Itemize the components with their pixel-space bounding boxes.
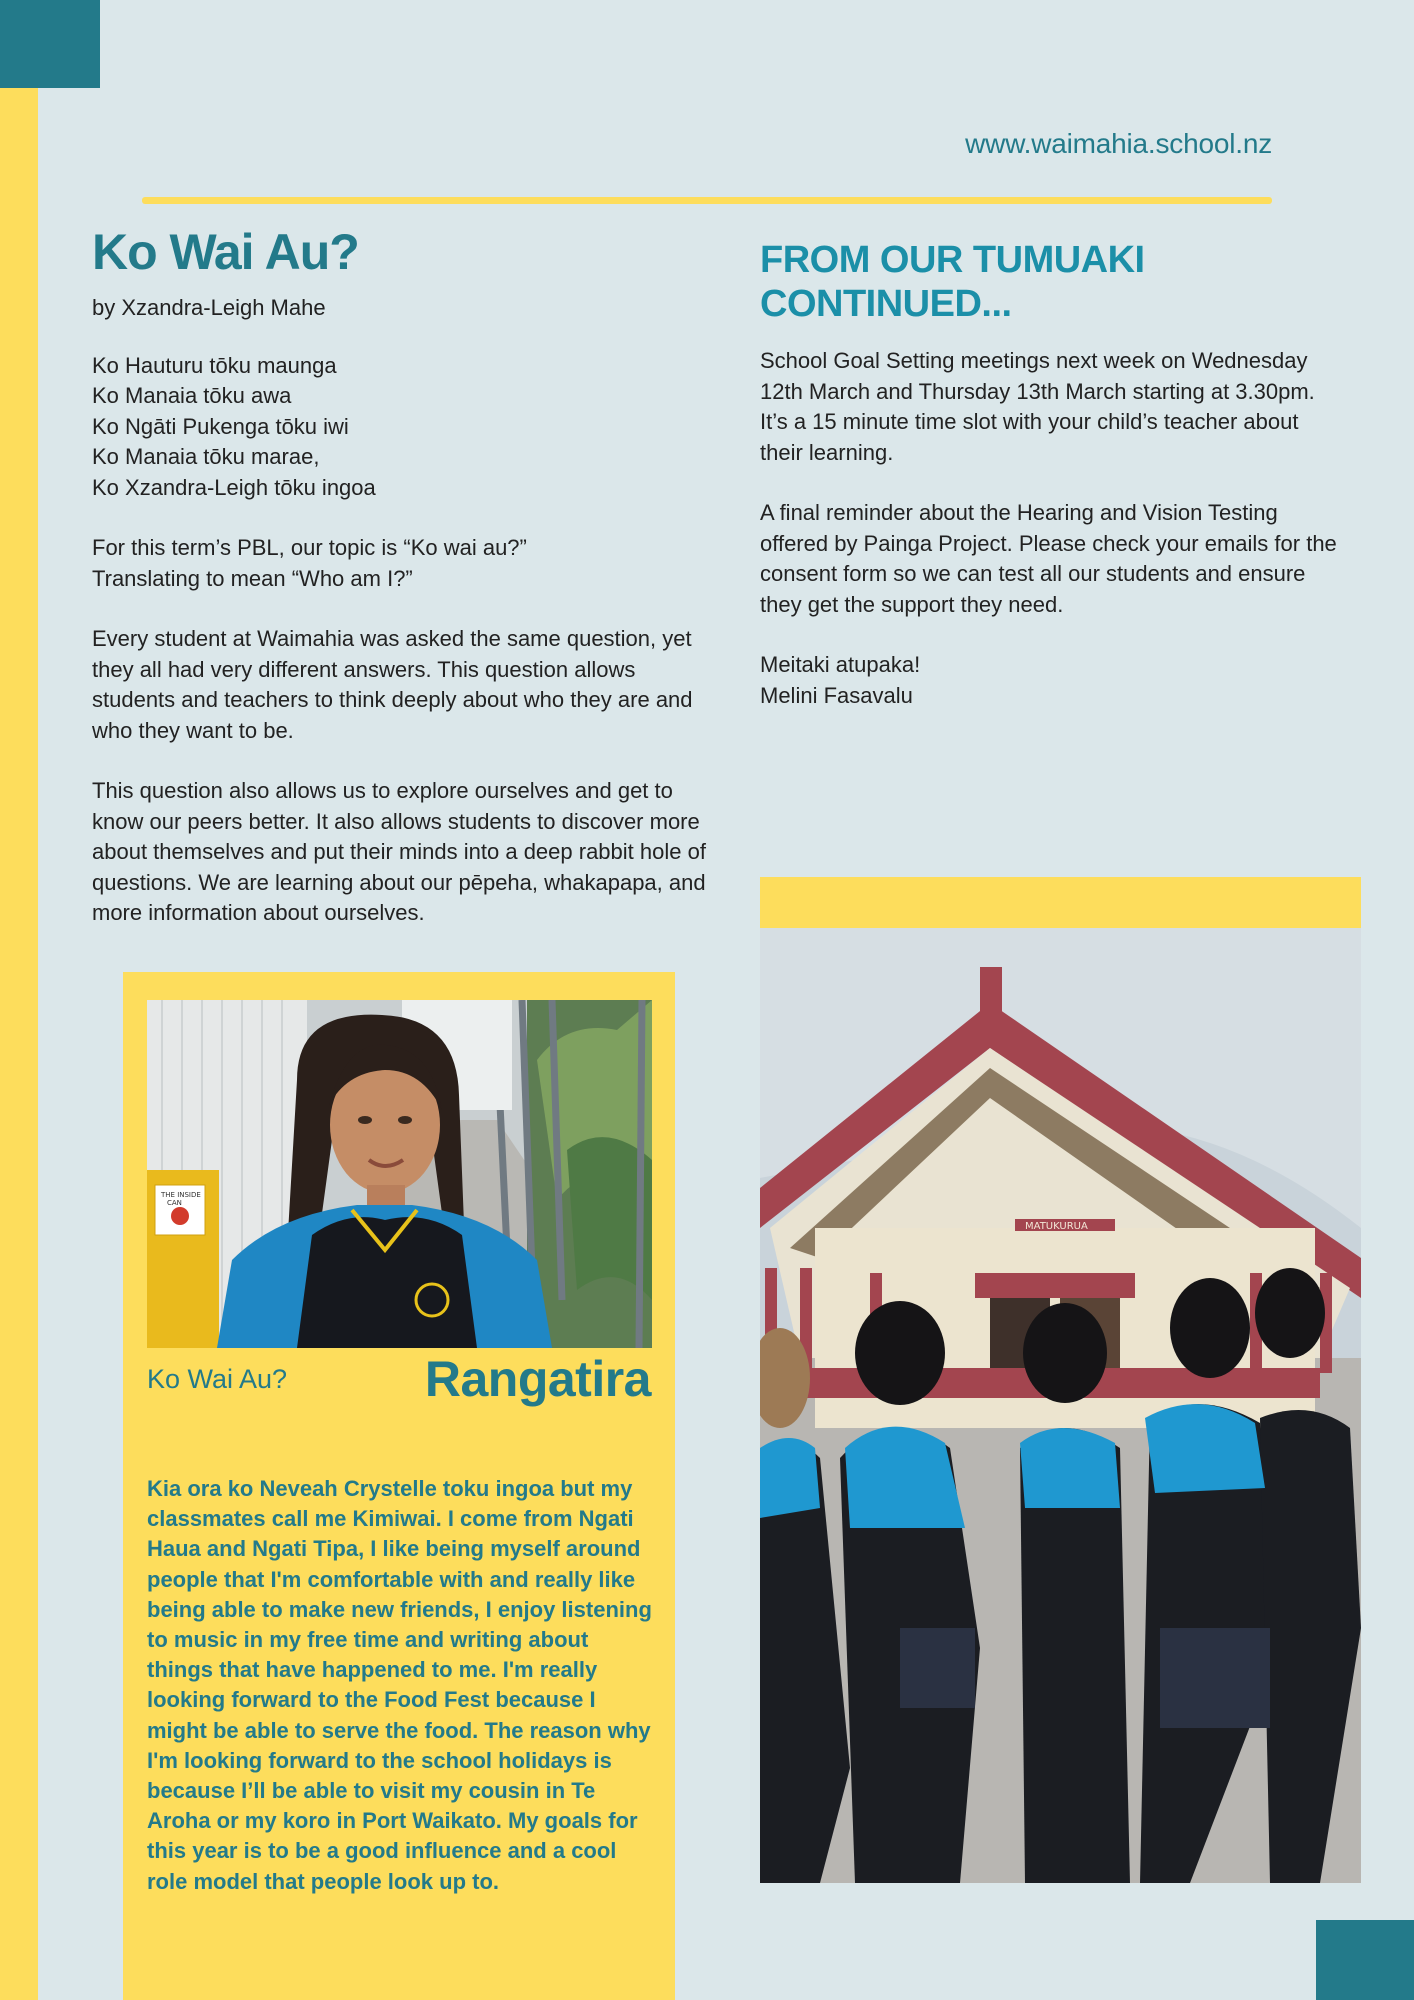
photo-top-band: [760, 877, 1361, 929]
pepeha-line: Ko Manaia tōku awa: [92, 383, 292, 408]
pepeha-block: [92, 351, 712, 504]
card-name-heading: Rangatira: [424, 1351, 651, 1407]
marae-group-photo: [760, 928, 1361, 1883]
marae-illustration: [760, 928, 1361, 1883]
tumuaki-title-line: CONTINUED...: [760, 283, 1012, 325]
marae-sign-text: MATUKURUA: [1025, 1221, 1088, 1232]
article-paragraph: This question also allows us to explore ourselves and get to know our peers better. It also allows students to discover more about themselves and put their minds into a deep rabbit hole of questions. We are learning about our pēpeha, whakapapa, and more information about ourselves.: [92, 778, 706, 925]
tumuaki-paragraph: A final reminder about the Hearing and Vision Testing offered by Painga Project. Please check your emails for the consent form so we can test all our students and ensure they get the support they need.: [760, 500, 1337, 617]
left-yellow-stripe: [0, 88, 38, 2000]
pepeha-line: Ko Hauturu tōku maunga: [92, 352, 337, 378]
student-portrait-photo: [147, 1000, 652, 1348]
pepeha-line: Ko Xzandra-Leigh tōku ingoa: [92, 474, 376, 500]
article-paragraph: Every student at Waimahia was asked the same question, yet they all had very different answers. This question allows students and teachers to think deeply about who they are and who they want to be.: [92, 626, 693, 743]
article-paragraph: For this term’s PBL, our topic is “Ko wai au?”: [92, 535, 527, 560]
article-title: Ko Wai Au?: [92, 224, 359, 280]
tumuaki-paragraph: School Goal Setting meetings next week on Wednesday 12th March and Thursday 13th March starting at 3.30pm. It’s a 15 minute time slot with your child’s teacher about their learning.: [760, 348, 1315, 465]
svg-text:CAN: CAN: [167, 1199, 182, 1207]
tumuaki-title: [760, 238, 1340, 326]
tumuaki-section: [760, 238, 1340, 711]
pepeha-line: Ko Ngāti Pukenga tōku iwi: [92, 413, 349, 439]
article-byline: by Xzandra-Leigh Mahe: [92, 294, 326, 320]
website-link[interactable]: www.waimahia.school.nz: [965, 128, 1272, 159]
tumuaki-signoff: Meitaki atupaka!: [760, 652, 921, 677]
tumuaki-title-line: FROM OUR TUMUAKI: [760, 239, 1145, 281]
svg-text:THE INSIDE: THE INSIDE: [161, 1191, 201, 1199]
card-body-text: Kia ora ko Neveah Crystelle toku ingoa but my classmates call me Kimiwai. I come from Ngati Haua and Ngati Tipa, I like being myself around people that I'm comfortable with and really like being able to make new friends, I enjoy listening to music in my free time and writing about things that have happened to me. I'm really looking forward to the Food Fest because I might be able to serve the food. The reason why I'm looking forward to the school holidays is because I’ll be able to visit my cousin in Te Aroha or my koro in Port Waikato. My goals for this year is to be a good influence and a cool role model that people look up to.: [147, 1476, 652, 1894]
article-paragraph: Translating to mean “Who am I?”: [92, 565, 413, 591]
corner-block-top-left: [0, 0, 100, 88]
pepeha-line: Ko Manaia tōku marae,: [92, 444, 320, 469]
portrait-illustration: [147, 1000, 652, 1348]
article-ko-wai-au: [92, 226, 712, 929]
card-subtitle: Ko Wai Au?: [147, 1364, 288, 1394]
tumuaki-name: Melini Fasavalu: [760, 682, 913, 708]
corner-block-bottom-right: [1316, 1920, 1414, 2000]
header-divider: [142, 197, 1272, 204]
